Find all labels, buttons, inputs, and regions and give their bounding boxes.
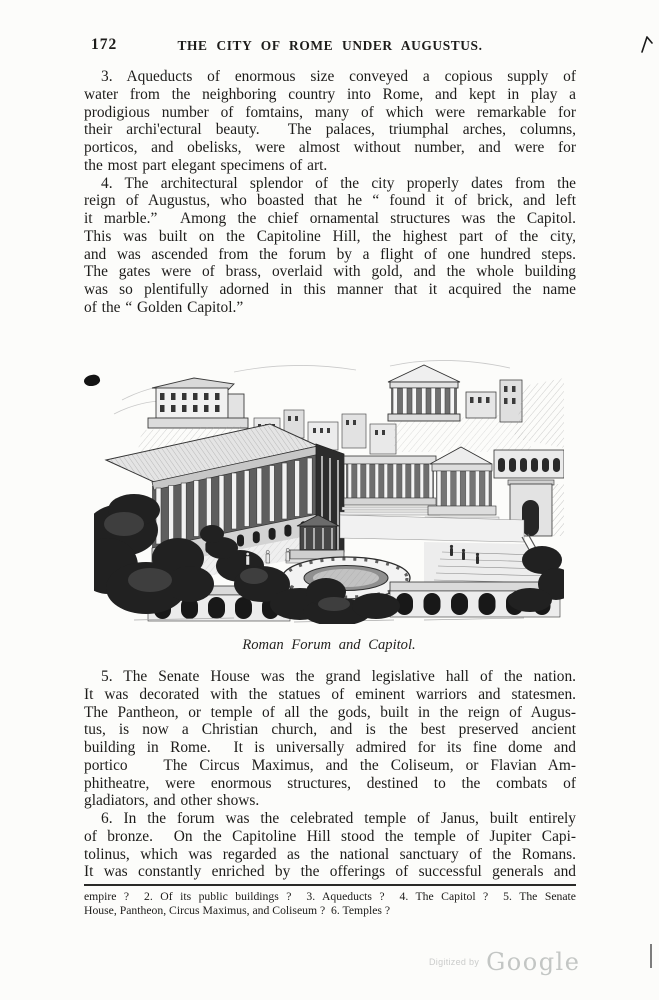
paragraph-line: It was constantly enriched by the offerings of successful generals and xyxy=(84,863,576,881)
paragraph-line: The Pantheon, or temple of all the gods, built in the reign of Augus- xyxy=(84,703,576,721)
scan-edge-artifact xyxy=(650,944,652,968)
paragraph-line: This was built on the Capitoline Hill, the highest part of the city, xyxy=(84,227,576,245)
figure-caption: Roman Forum and Capitol. xyxy=(242,637,416,653)
digitized-watermark xyxy=(429,948,580,976)
footnote-divider xyxy=(84,884,576,886)
paragraph-line: 5. The Senate House was the grand legislative hall of the nation. xyxy=(101,668,576,685)
footnote-questions xyxy=(84,890,576,918)
paragraph-line: It was decorated with the statues of eminent warriors and statesmen. xyxy=(84,685,576,703)
footnote-line: House, Pantheon, Circus Maximus, and Coliseum ? 6. Temples ? xyxy=(84,903,391,917)
paragraph-line: tolinus, which was regarded as the national sanctuary of the Romans. xyxy=(84,845,576,863)
paragraph-line: tus, is now a Christian church, and is the best preserved ancient xyxy=(84,721,576,739)
paragraph-line: prodigious number of fomtains, many of which were remarkable for xyxy=(84,103,576,121)
google-logo: Google xyxy=(486,948,581,976)
figure-roman-forum xyxy=(94,352,564,654)
paragraph-line: 3. Aqueducts of enormous size conveyed a copious supply of xyxy=(101,68,576,85)
paragraph-line: 6. In the forum was the celebrated temple of Janus, built entirely xyxy=(101,810,576,827)
forum-engraving-illustration xyxy=(94,352,564,624)
page-number: 172 xyxy=(91,36,118,53)
paragraph-line: reign of Augustus, who boasted that he “ found it of brick, and left xyxy=(84,192,576,210)
paragraph-line: portico The Circus Maximus, and the Coliseum, or Flavian Am- xyxy=(84,756,576,774)
paragraph-line: gladiators, and other shows. xyxy=(84,792,260,810)
paragraph-line: it marble.” Among the chief ornamental structures was the Capitol. xyxy=(84,210,576,227)
paragraph-line: of bronze. On the Capitoline Hill stood the temple of Jupiter Capi- xyxy=(84,827,576,845)
paragraph-line: porticos, and obelisks, were almost without number, and were for xyxy=(84,139,576,156)
digitized-by-label: Digitized by xyxy=(429,957,480,967)
paragraph-line: water from the neighboring country into Rome, and kept in play a xyxy=(84,85,576,103)
body-text-lower xyxy=(84,668,576,881)
paragraph-line: the most part elegant specimens of art. xyxy=(84,156,328,174)
paragraph-line: building in Rome. It is universally admired for its fine dome and xyxy=(84,739,576,756)
paragraph-line: The gates were of brass, overlaid with gold, and the whole building xyxy=(84,263,576,281)
paragraph-line: and was ascended from the forum by a flight of one hundred steps. xyxy=(84,245,576,263)
running-head: THE CITY OF ROME UNDER AUGUSTUS. xyxy=(177,38,483,53)
corner-mark-artifact xyxy=(638,36,654,59)
paragraph-line: their archi'ectural beauty. The palaces, triumphal arches, columns, xyxy=(84,121,576,139)
paragraph-line: 4. The architectural splendor of the city properly dates from the xyxy=(101,174,576,192)
footnote-line: empire ? 2. Of its public buildings ? 3. Aqueducts ? 4. The Capitol ? 5. The Senate xyxy=(84,890,576,903)
paragraph-line: of the “ Golden Capitol.” xyxy=(84,298,244,316)
paragraph-line: was so plentifully adorned in this manner that it acquired the name xyxy=(84,281,576,298)
paragraph-line: phitheatre, were enormous structures, destined to the combats of xyxy=(84,774,576,792)
body-text-upper xyxy=(84,68,576,317)
